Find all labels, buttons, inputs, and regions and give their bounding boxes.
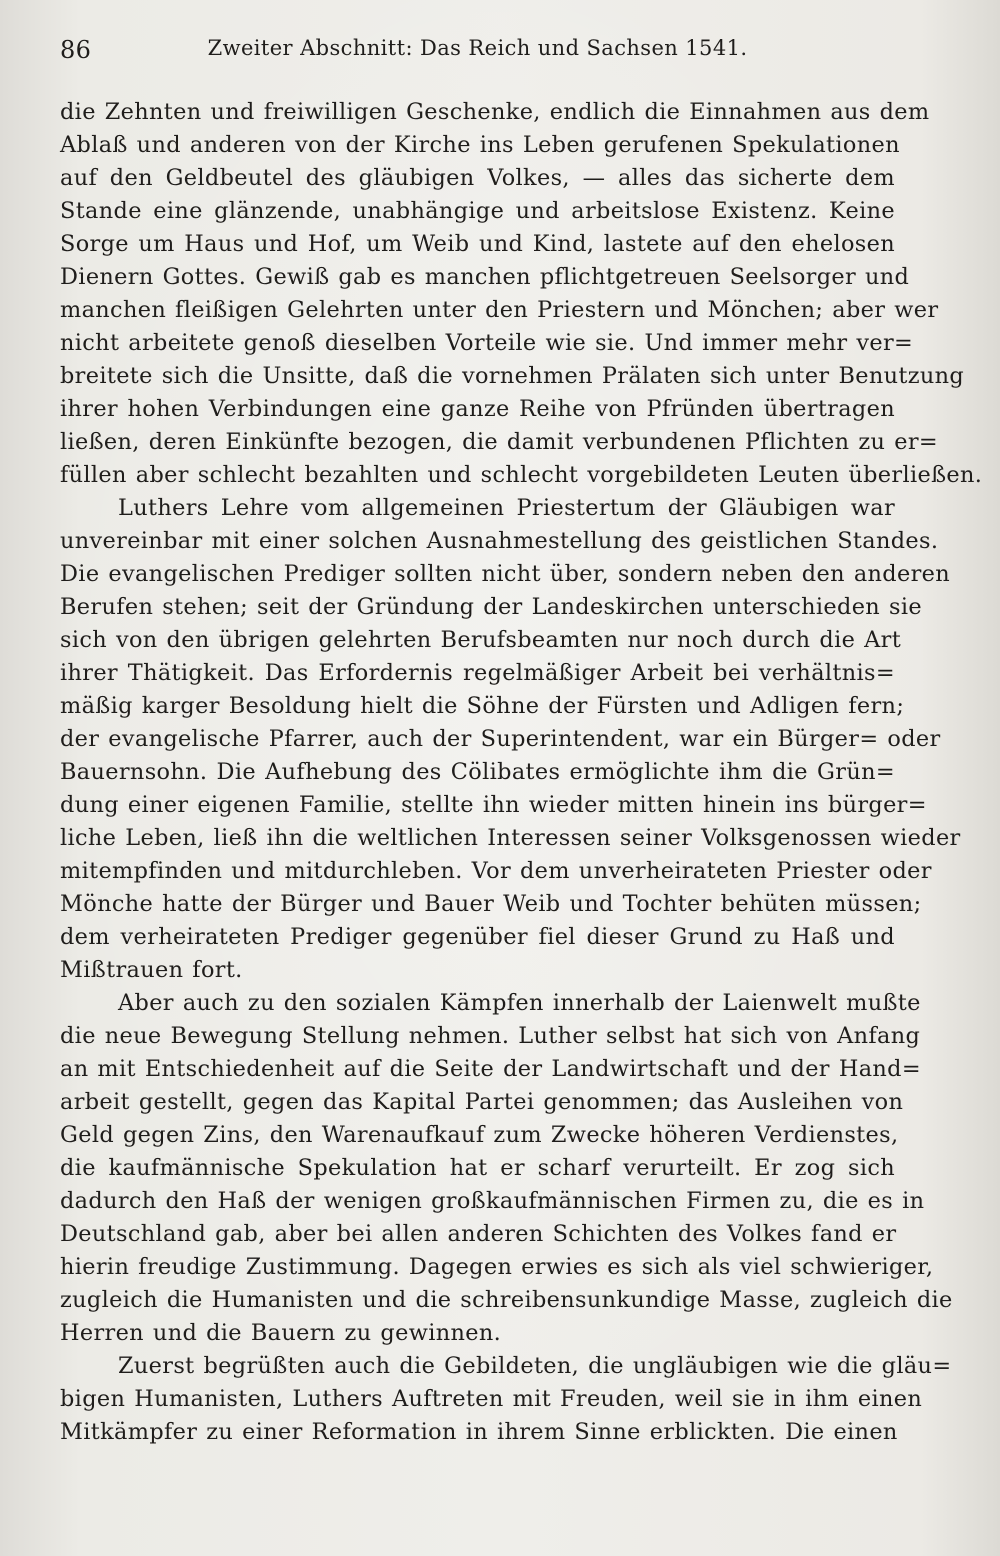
text-line: Sorge um Haus und Hof, um Weib und Kind, lastete auf den ehelosen bbox=[60, 231, 895, 257]
text-line: ihrer Thätigkeit. Das Erfordernis regelmäßiger Arbeit bei verhältnis= bbox=[60, 660, 895, 686]
text-line: füllen aber schlecht bezahlten und schlecht vorgebildeten Leuten überließen. bbox=[60, 462, 983, 488]
paragraph-1 bbox=[60, 96, 983, 492]
text-line: Aber auch zu den sozialen Kämpfen innerhalb der Laienwelt mußte bbox=[118, 990, 921, 1016]
text-line: dadurch den Haß der wenigen großkaufmännischen Firmen zu, die es in bbox=[60, 1188, 925, 1214]
text-line: ihrer hohen Verbindungen eine ganze Reihe von Pfründen übertragen bbox=[60, 396, 895, 422]
text-line: Berufen stehen; seit der Gründung der Landeskirchen unterschieden sie bbox=[60, 594, 923, 620]
running-head: Zweiter Abschnitt: Das Reich und Sachsen 1541. bbox=[207, 36, 748, 60]
text-line: die kaufmännische Spekulation hat er scharf verurteilt. Er zog sich bbox=[60, 1155, 895, 1181]
text-line: Deutschland gab, aber bei allen anderen Schichten des Volkes fand er bbox=[60, 1221, 897, 1247]
text-line: der evangelische Pfarrer, auch der Superintendent, war ein Bürger= oder bbox=[60, 726, 941, 752]
text-line: nicht arbeitete genoß dieselben Vorteile wie sie. Und immer mehr ver= bbox=[60, 330, 914, 356]
text-line: mäßig karger Besoldung hielt die Söhne der Fürsten und Adligen fern; bbox=[60, 693, 905, 719]
text-line: Bauernsohn. Die Aufhebung des Cölibates ermöglichte ihm die Grün= bbox=[60, 759, 895, 785]
text-line: die Zehnten und freiwilligen Geschenke, endlich die Einnahmen aus dem bbox=[60, 99, 930, 125]
text-line: Mönche hatte der Bürger und Bauer Weib und Tochter behüten müssen; bbox=[60, 891, 922, 917]
text-line: liche Leben, ließ ihn die weltlichen Interessen seiner Volksgenossen wieder bbox=[60, 825, 961, 851]
text-line: manchen fleißigen Gelehrten unter den Priestern und Mönchen; aber wer bbox=[60, 297, 939, 323]
text-line: zugleich die Humanisten und die schreibensunkundige Masse, zugleich die bbox=[60, 1287, 953, 1313]
text-line: an mit Entschiedenheit auf die Seite der Landwirtschaft und der Hand= bbox=[60, 1056, 921, 1082]
text-line: hierin freudige Zustimmung. Dagegen erwies es sich als viel schwieriger, bbox=[60, 1254, 934, 1280]
text-line: Mitkämpfer zu einer Reformation in ihrem Sinne erblickten. Die einen bbox=[60, 1419, 898, 1445]
text-line: Stande eine glänzende, unabhängige und arbeitslose Existenz. Keine bbox=[60, 198, 895, 224]
text-line: arbeit gestellt, gegen das Kapital Partei genommen; das Ausleihen von bbox=[60, 1089, 904, 1115]
page-number: 86 bbox=[60, 36, 92, 64]
text-line: bigen Humanisten, Luthers Auftreten mit Freuden, weil sie in ihm einen bbox=[60, 1386, 923, 1412]
body-text bbox=[60, 96, 983, 1449]
text-line: unvereinbar mit einer solchen Ausnahmestellung des geistlichen Standes. bbox=[60, 528, 939, 554]
text-line: Mißtrauen fort. bbox=[60, 957, 243, 983]
text-line: dem verheirateten Prediger gegenüber fiel dieser Grund zu Haß und bbox=[60, 924, 895, 950]
page-header bbox=[60, 36, 895, 76]
paragraph-4 bbox=[60, 1350, 952, 1449]
paragraph-3 bbox=[60, 987, 953, 1350]
text-line: Herren und die Bauern zu gewinnen. bbox=[60, 1320, 502, 1346]
text-line: dung einer eigenen Familie, stellte ihn wieder mitten hinein ins bürger= bbox=[60, 792, 927, 818]
text-line: Geld gegen Zins, den Warenaufkauf zum Zwecke höheren Verdienstes, bbox=[60, 1122, 899, 1148]
text-line: die neue Bewegung Stellung nehmen. Luther selbst hat sich von Anfang bbox=[60, 1023, 921, 1049]
text-line: mitempfinden und mitdurchleben. Vor dem unverheirateten Priester oder bbox=[60, 858, 932, 884]
text-line: breitete sich die Unsitte, daß die vornehmen Prälaten sich unter Benutzung bbox=[60, 363, 965, 389]
text-line: Zuerst begrüßten auch die Gebildeten, die ungläubigen wie die gläu= bbox=[118, 1353, 952, 1379]
paragraph-2 bbox=[60, 492, 961, 987]
text-line: sich von den übrigen gelehrten Berufsbeamten nur noch durch die Art bbox=[60, 627, 902, 653]
text-line: Die evangelischen Prediger sollten nicht über, sondern neben den anderen bbox=[60, 561, 950, 587]
text-line: auf den Geldbeutel des gläubigen Volkes, — alles das sicherte dem bbox=[60, 165, 895, 191]
text-line: Ablaß und anderen von der Kirche ins Leben gerufenen Spekulationen bbox=[60, 132, 900, 158]
text-line: Luthers Lehre vom allgemeinen Priestertum der Gläubigen war bbox=[118, 495, 895, 521]
text-line: ließen, deren Einkünfte bezogen, die damit verbundenen Pflichten zu er= bbox=[60, 429, 939, 455]
text-line: Dienern Gottes. Gewiß gab es manchen pflichtgetreuen Seelsorger und bbox=[60, 264, 910, 290]
